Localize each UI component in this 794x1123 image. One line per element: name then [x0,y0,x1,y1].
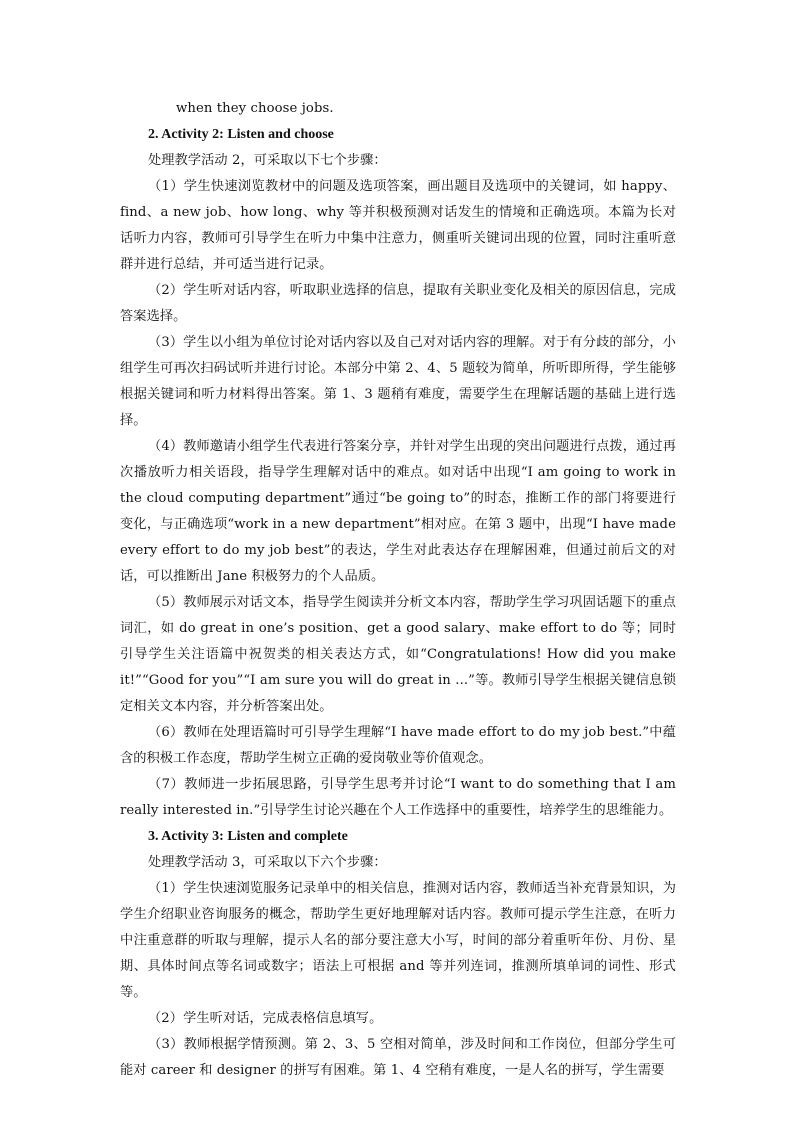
body-paragraph: （6）教师在处理语篇时可引导学生理解“I have made effort to do my job best.”中蕴含的积极工作态度，帮助学生树立正确的爱岗敬业等价值观念。 [120,725,676,766]
body-paragraph: （2）学生听对话内容，听取职业选择的信息，提取有关职业变化及相关的原因信息，完成答案选择。 [120,283,676,324]
section-heading: 3. Activity 3: Listen and complete [148,829,348,844]
body-paragraph: when they choose jobs. [176,101,334,116]
body-paragraph: （3）教师根据学情预测。第 2、3、5 空相对简单，涉及时间和工作岗位，但部分学生可能对 career 和 designer 的拼写有困难。第 1、4 空稍有难度，一是人名的拼写，学生需要 [120,1037,676,1078]
body-paragraph: （1）学生快速浏览服务记录单中的相关信息，推测对话内容，教师适当补充背景知识，为学生介绍职业咨询服务的概念，帮助学生更好地理解对话内容。教师可提示学生注意，在听力中注重意群的听取与理解，提示人名的部分要注意大小写，时间的部分着重听年份、月份、星期、具体时间点等名词或数字；语法上可根据 and 等并列连词，推测所填单词的词性、形式等。 [120,881,676,1000]
body-paragraph: （3）学生以小组为单位讨论对话内容以及自己对对话内容的理解。对于有分歧的部分，小组学生可再次扫码试听并进行讨论。本部分中第 2、4、5 题较为简单，所听即所得，学生能够根据关键词和听力材料得出答案。第 1、3 题稍有难度，需要学生在理解话题的基础上进行选择。 [120,335,676,428]
body-paragraph: （2）学生听对话，完成表格信息填写。 [148,1011,383,1026]
body-paragraph: 处理教学活动 2，可采取以下七个步骤： [148,153,387,168]
body-paragraph: 处理教学活动 3，可采取以下六个步骤： [148,855,387,870]
body-paragraph: （5）教师展示对话文本，指导学生阅读并分析文本内容，帮助学生学习巩固话题下的重点词汇，如 do great in one’s position、get a good salary、make effort to do 等；同时引导学生关注语篇中祝贺类的相关表达方式，如“Congratulations! How did you make it!”“Good for you”“I am sure you will do great in ...”等。教师引导学生根据关键信息锁定相关文本内容，并分析答案出处。 [120,595,676,714]
body-paragraph: （1）学生快速浏览教材中的问题及选项答案，画出题目及选项中的关键词，如 happy、find、a new job、how long、why 等并积极预测对话发生的情境和正确选项。本篇为长对话听力内容，教师可引导学生在听力中集中注意力，侧重听关键词出现的位置，同时注重听意群并进行总结，并可适当进行记录。 [120,179,676,272]
section-heading: 2. Activity 2: Listen and choose [148,127,334,142]
body-paragraph: （4）教师邀请小组学生代表进行答案分享，并针对学生出现的突出问题进行点拨，通过再次播放听力相关语段，指导学生理解对话中的难点。如对话中出现“I am going to work in the cloud computing department”通过“be going to”的时态，推断工作的部门将要进行变化，与正确选项“work in a new department”相对应。在第 3 题中，出现“I have made every effort to do my job best”的表达，学生对此表达存在理解困难，但通过前后文的对话，可以推断出 Jane 积极努力的个人品质。 [120,439,676,584]
document-page [120,96,676,1084]
body-paragraph: （7）教师进一步拓展思路，引导学生思考并讨论“I want to do something that I am really interested in.”引导学生讨论兴趣在个人工作选择中的重要性，培养学生的思维能力。 [120,777,676,818]
